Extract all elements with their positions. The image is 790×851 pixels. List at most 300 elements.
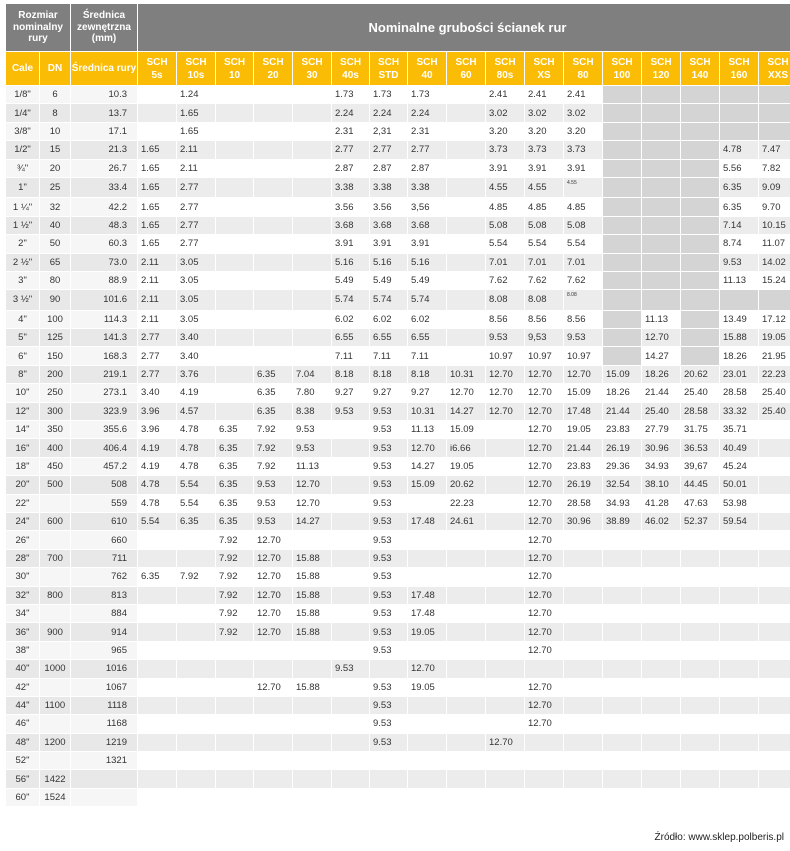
cell-thickness [447, 752, 485, 770]
cell-diameter: 42.2 [71, 198, 137, 216]
cell-thickness: 12.70 [486, 384, 524, 402]
header-sch-xs [525, 52, 563, 86]
cell-thickness: 9.53 [254, 476, 292, 494]
cell-thickness [642, 160, 680, 178]
cell-thickness [293, 86, 331, 104]
cell-inch: 22" [6, 495, 39, 513]
cell-thickness [603, 679, 641, 697]
cell-thickness: 5.56 [720, 160, 758, 178]
cell-thickness: 5.54 [564, 235, 602, 253]
cell-thickness [759, 660, 790, 678]
cell-thickness [486, 568, 524, 586]
cell-thickness [447, 531, 485, 549]
cell-diameter: 355.6 [71, 421, 137, 439]
cell-thickness [447, 734, 485, 752]
cell-inch: 46" [6, 715, 39, 733]
cell-thickness [486, 752, 524, 770]
cell-thickness [293, 752, 331, 770]
cell-thickness [447, 254, 485, 272]
cell-thickness: 7.01 [525, 254, 563, 272]
cell-thickness [486, 623, 524, 641]
cell-thickness [216, 235, 253, 253]
cell-thickness: 12.70 [525, 568, 563, 586]
cell-thickness: 15.88 [293, 623, 331, 641]
header-sch-value: XXS [767, 69, 788, 81]
cell-thickness [177, 642, 215, 660]
cell-thickness [642, 642, 680, 660]
cell-dn: 500 [40, 476, 70, 494]
cell-thickness [681, 679, 719, 697]
cell-thickness [293, 123, 331, 141]
cell-thickness [759, 587, 790, 605]
cell-dn [40, 715, 70, 733]
cell-thickness [254, 660, 292, 678]
cell-thickness: 4.55 [486, 178, 524, 198]
cell-thickness: 6.35 [254, 403, 292, 421]
table-row [6, 789, 790, 807]
table-row [6, 384, 790, 402]
cell-thickness: 11.13 [720, 272, 758, 290]
cell-dn: 32 [40, 198, 70, 216]
cell-thickness [447, 160, 485, 178]
cell-thickness [486, 421, 524, 439]
cell-thickness [564, 623, 602, 641]
cell-thickness: 9.53 [720, 254, 758, 272]
header-sch-80s [486, 52, 524, 86]
cell-thickness [216, 86, 253, 104]
cell-thickness [720, 697, 758, 715]
cell-thickness: 3.40 [177, 347, 215, 365]
cell-inch: 3" [6, 272, 39, 290]
cell-thickness [564, 568, 602, 586]
cell-thickness: 9.53 [370, 587, 407, 605]
cell-thickness: 5.54 [177, 476, 215, 494]
cell-thickness: 4.19 [177, 384, 215, 402]
header-sch-label: SCH [650, 56, 672, 68]
header-sch-160 [720, 52, 758, 86]
cell-thickness: 3.91 [408, 235, 446, 253]
table-row [6, 770, 790, 788]
cell-dn: 1200 [40, 734, 70, 752]
cell-thickness: 9.53 [370, 403, 407, 421]
cell-thickness [447, 329, 485, 347]
cell-diameter: 508 [71, 476, 137, 494]
cell-thickness: 2.77 [138, 347, 176, 365]
cell-thickness [216, 789, 253, 807]
cell-diameter: 73.0 [71, 254, 137, 272]
cell-thickness: 14.27 [408, 458, 446, 476]
header-sch-value: 40s [342, 69, 359, 81]
cell-thickness: 8.38 [293, 403, 331, 421]
cell-thickness: 30.96 [642, 439, 680, 457]
cell-inch: 3/8" [6, 123, 39, 141]
cell-thickness: 12.70 [408, 660, 446, 678]
cell-thickness: 11.07 [759, 235, 790, 253]
cell-thickness [216, 123, 253, 141]
cell-thickness [642, 679, 680, 697]
cell-thickness [720, 104, 758, 122]
cell-thickness: 7.14 [720, 217, 758, 235]
cell-thickness [759, 123, 790, 141]
cell-thickness [720, 605, 758, 623]
cell-thickness: 9.53 [370, 531, 407, 549]
cell-thickness: 7.11 [408, 347, 446, 365]
cell-thickness [486, 715, 524, 733]
cell-thickness: 4.78 [177, 458, 215, 476]
header-sch-value: 80 [577, 69, 589, 81]
cell-thickness [332, 531, 369, 549]
header-sch-label: SCH [223, 56, 246, 68]
table-row [6, 141, 790, 159]
cell-dn: 150 [40, 347, 70, 365]
cell-thickness [332, 495, 369, 513]
header-sch-value: 20 [267, 69, 279, 81]
cell-thickness [332, 421, 369, 439]
cell-thickness: 3.40 [177, 329, 215, 347]
cell-dn: 450 [40, 458, 70, 476]
cell-thickness: 3.05 [177, 254, 215, 272]
cell-thickness: 12.70 [525, 403, 563, 421]
cell-thickness: 8.18 [408, 366, 446, 384]
cell-inch: 20" [6, 476, 39, 494]
cell-thickness: 6.35 [216, 495, 253, 513]
cell-thickness [525, 734, 563, 752]
cell-thickness: 12.70 [525, 421, 563, 439]
cell-thickness: 12.70 [254, 623, 292, 641]
cell-thickness: 8.74 [720, 235, 758, 253]
cell-dn: 1000 [40, 660, 70, 678]
cell-diameter [71, 770, 137, 788]
cell-thickness: 6.35 [216, 421, 253, 439]
cell-dn: 1422 [40, 770, 70, 788]
cell-thickness [603, 623, 641, 641]
cell-thickness: 1.65 [138, 178, 176, 198]
cell-thickness [408, 550, 446, 568]
cell-thickness [138, 697, 176, 715]
cell-thickness: 5.49 [332, 272, 369, 290]
cell-thickness [447, 587, 485, 605]
cell-thickness [447, 715, 485, 733]
cell-thickness [138, 789, 176, 807]
cell-thickness [486, 789, 524, 807]
cell-thickness: 12.70 [254, 587, 292, 605]
cell-thickness [681, 770, 719, 788]
cell-thickness: 2.11 [138, 311, 176, 329]
cell-thickness [642, 752, 680, 770]
cell-thickness [759, 697, 790, 715]
cell-thickness [293, 734, 331, 752]
table-row [6, 513, 790, 531]
table-row [6, 86, 790, 104]
cell-thickness: 7.01 [564, 254, 602, 272]
cell-thickness [486, 531, 524, 549]
cell-thickness [293, 311, 331, 329]
cell-thickness [447, 789, 485, 807]
cell-thickness [447, 697, 485, 715]
cell-thickness: 25.40 [681, 384, 719, 402]
cell-thickness [447, 605, 485, 623]
cell-thickness: 9.09 [759, 178, 790, 198]
table-row [6, 160, 790, 178]
cell-thickness [720, 734, 758, 752]
cell-thickness [332, 550, 369, 568]
cell-thickness: 3.02 [525, 104, 563, 122]
cell-thickness: 12.70 [525, 715, 563, 733]
cell-thickness [486, 587, 524, 605]
cell-thickness: 59.54 [720, 513, 758, 531]
cell-thickness [138, 679, 176, 697]
cell-thickness: 3.20 [525, 123, 563, 141]
cell-thickness [332, 568, 369, 586]
cell-thickness [216, 141, 253, 159]
cell-thickness: 7.92 [254, 421, 292, 439]
cell-thickness: 5.49 [370, 272, 407, 290]
cell-thickness: 45.24 [720, 458, 758, 476]
cell-thickness [681, 752, 719, 770]
cell-thickness [564, 587, 602, 605]
cell-thickness: 9.53 [370, 439, 407, 457]
cell-thickness [681, 550, 719, 568]
cell-thickness [138, 605, 176, 623]
cell-thickness: 47.63 [681, 495, 719, 513]
cell-thickness: 17.48 [408, 587, 446, 605]
cell-thickness: 10.97 [525, 347, 563, 365]
cell-thickness: 19.05 [408, 679, 446, 697]
cell-inch: 44" [6, 697, 39, 715]
cell-thickness: 25.40 [642, 403, 680, 421]
cell-thickness [293, 290, 331, 310]
cell-thickness [486, 679, 524, 697]
header-sch-label: SCH [689, 56, 711, 68]
cell-inch: 14" [6, 421, 39, 439]
cell-thickness [408, 715, 446, 733]
cell-thickness: 22.23 [759, 366, 790, 384]
cell-thickness [138, 123, 176, 141]
cell-thickness: 11.13 [408, 421, 446, 439]
cell-inch: 36" [6, 623, 39, 641]
cell-thickness [681, 235, 719, 253]
cell-thickness [564, 789, 602, 807]
cell-thickness: 2.11 [177, 141, 215, 159]
cell-thickness: 26.19 [603, 439, 641, 457]
cell-thickness [720, 715, 758, 733]
cell-thickness [720, 679, 758, 697]
cell-thickness [486, 697, 524, 715]
cell-thickness [603, 141, 641, 159]
cell-thickness [216, 642, 253, 660]
cell-inch: 1/8" [6, 86, 39, 104]
cell-thickness: 19.05 [759, 329, 790, 347]
cell-thickness: 6.35 [254, 366, 292, 384]
cell-inch: 1/2" [6, 141, 39, 159]
cell-thickness: 15.88 [293, 587, 331, 605]
cell-thickness: 22.23 [447, 495, 485, 513]
cell-inch: 30" [6, 568, 39, 586]
cell-thickness [525, 752, 563, 770]
cell-inch: 18" [6, 458, 39, 476]
cell-thickness [603, 178, 641, 198]
cell-thickness [642, 789, 680, 807]
cell-thickness: 12.70 [564, 366, 602, 384]
cell-thickness [177, 660, 215, 678]
cell-thickness: 9.27 [408, 384, 446, 402]
cell-thickness [642, 587, 680, 605]
table-row [6, 178, 790, 198]
table-row [6, 458, 790, 476]
cell-thickness [177, 550, 215, 568]
cell-thickness: 1.65 [138, 141, 176, 159]
cell-thickness [486, 550, 524, 568]
cell-thickness: 40.49 [720, 439, 758, 457]
cell-thickness [370, 660, 407, 678]
cell-thickness [681, 104, 719, 122]
header-sch-140 [681, 52, 719, 86]
cell-thickness [759, 752, 790, 770]
cell-dn [40, 568, 70, 586]
cell-thickness: 4.19 [138, 439, 176, 457]
cell-thickness [642, 86, 680, 104]
cell-thickness [293, 141, 331, 159]
cell-thickness [332, 476, 369, 494]
cell-thickness: 8.18 [332, 366, 369, 384]
cell-thickness [138, 715, 176, 733]
cell-diameter: 141.3 [71, 329, 137, 347]
cell-dn: 50 [40, 235, 70, 253]
header-sch-value: STD [378, 69, 399, 81]
cell-thickness [759, 86, 790, 104]
cell-thickness [681, 311, 719, 329]
cell-thickness [564, 715, 602, 733]
cell-thickness [216, 403, 253, 421]
cell-thickness [254, 752, 292, 770]
cell-thickness: 8.08 [564, 290, 602, 310]
cell-thickness: 8.56 [564, 311, 602, 329]
cell-thickness: 2.24 [332, 104, 369, 122]
cell-thickness [759, 495, 790, 513]
cell-thickness [681, 123, 719, 141]
header-sch-label: SCH [728, 56, 750, 68]
cell-dn [40, 605, 70, 623]
cell-thickness [332, 513, 369, 531]
cell-thickness [603, 311, 641, 329]
cell-thickness: 5.74 [408, 290, 446, 310]
cell-thickness [486, 660, 524, 678]
cell-thickness [447, 660, 485, 678]
cell-thickness [525, 660, 563, 678]
cell-thickness [177, 789, 215, 807]
source-credit: Źródło: www.sklep.polberis.pl [654, 832, 784, 843]
cell-diameter: 559 [71, 495, 137, 513]
cell-thickness: 20.62 [447, 476, 485, 494]
cell-thickness [293, 217, 331, 235]
cell-thickness: 8.18 [370, 366, 407, 384]
header-sch-value: 100 [613, 69, 631, 81]
cell-thickness: 3.96 [138, 403, 176, 421]
cell-thickness [408, 734, 446, 752]
cell-thickness: 12.70 [293, 476, 331, 494]
header-sch-20 [254, 52, 292, 86]
cell-thickness [254, 347, 292, 365]
cell-thickness [216, 734, 253, 752]
cell-thickness [216, 311, 253, 329]
cell-diameter: 26.7 [71, 160, 137, 178]
header-sch-value: 40 [421, 69, 433, 81]
cell-thickness: 1.65 [138, 198, 176, 216]
cell-thickness: 1.73 [408, 86, 446, 104]
header-row-columns [6, 52, 790, 86]
cell-thickness: 9.70 [759, 198, 790, 216]
cell-thickness: 52.37 [681, 513, 719, 531]
cell-thickness: 7.92 [216, 568, 253, 586]
cell-dn: 400 [40, 439, 70, 457]
cell-thickness [720, 123, 758, 141]
cell-thickness: 12.70 [525, 697, 563, 715]
cell-thickness: 3.76 [177, 366, 215, 384]
cell-thickness [138, 104, 176, 122]
cell-thickness [759, 679, 790, 697]
cell-thickness [759, 550, 790, 568]
cell-thickness [720, 86, 758, 104]
cell-thickness: 12.70 [447, 384, 485, 402]
cell-thickness [293, 642, 331, 660]
cell-thickness [216, 366, 253, 384]
cell-thickness [681, 86, 719, 104]
table-row [6, 568, 790, 586]
table-row [6, 605, 790, 623]
table-row [6, 123, 790, 141]
cell-thickness: 11.13 [293, 458, 331, 476]
cell-thickness [216, 254, 253, 272]
cell-thickness [177, 587, 215, 605]
cell-thickness: 9.53 [370, 734, 407, 752]
cell-thickness: 7.92 [216, 623, 253, 641]
cell-thickness [254, 198, 292, 216]
cell-thickness [332, 458, 369, 476]
cell-dn: 700 [40, 550, 70, 568]
header-sch-60 [447, 52, 485, 86]
header-sch-label: SCH [301, 56, 323, 68]
cell-thickness [293, 697, 331, 715]
cell-thickness: 12.70 [525, 366, 563, 384]
header-sch-120 [642, 52, 680, 86]
header-sch-label: SCH [494, 56, 516, 68]
cell-thickness [293, 660, 331, 678]
cell-thickness [681, 329, 719, 347]
cell-thickness: 12.70 [254, 531, 292, 549]
table-row [6, 403, 790, 421]
cell-thickness [642, 715, 680, 733]
cell-inch: 52" [6, 752, 39, 770]
cell-thickness [681, 160, 719, 178]
cell-thickness [177, 605, 215, 623]
cell-thickness [681, 178, 719, 198]
cell-thickness: 5.54 [486, 235, 524, 253]
cell-thickness [486, 495, 524, 513]
cell-thickness: 17.48 [408, 605, 446, 623]
header-sch-label: SCH [377, 56, 400, 68]
table-row [6, 679, 790, 697]
cell-thickness: 2.77 [177, 178, 215, 198]
cell-thickness: 4.78 [138, 476, 176, 494]
cell-thickness [447, 217, 485, 235]
table-row [6, 366, 790, 384]
cell-thickness [408, 752, 446, 770]
header-sch-label: SCH [455, 56, 477, 68]
cell-dn: 1524 [40, 789, 70, 807]
cell-thickness: 2.41 [486, 86, 524, 104]
cell-thickness: 12.70 [525, 550, 563, 568]
header-sch-value: 120 [652, 69, 670, 81]
